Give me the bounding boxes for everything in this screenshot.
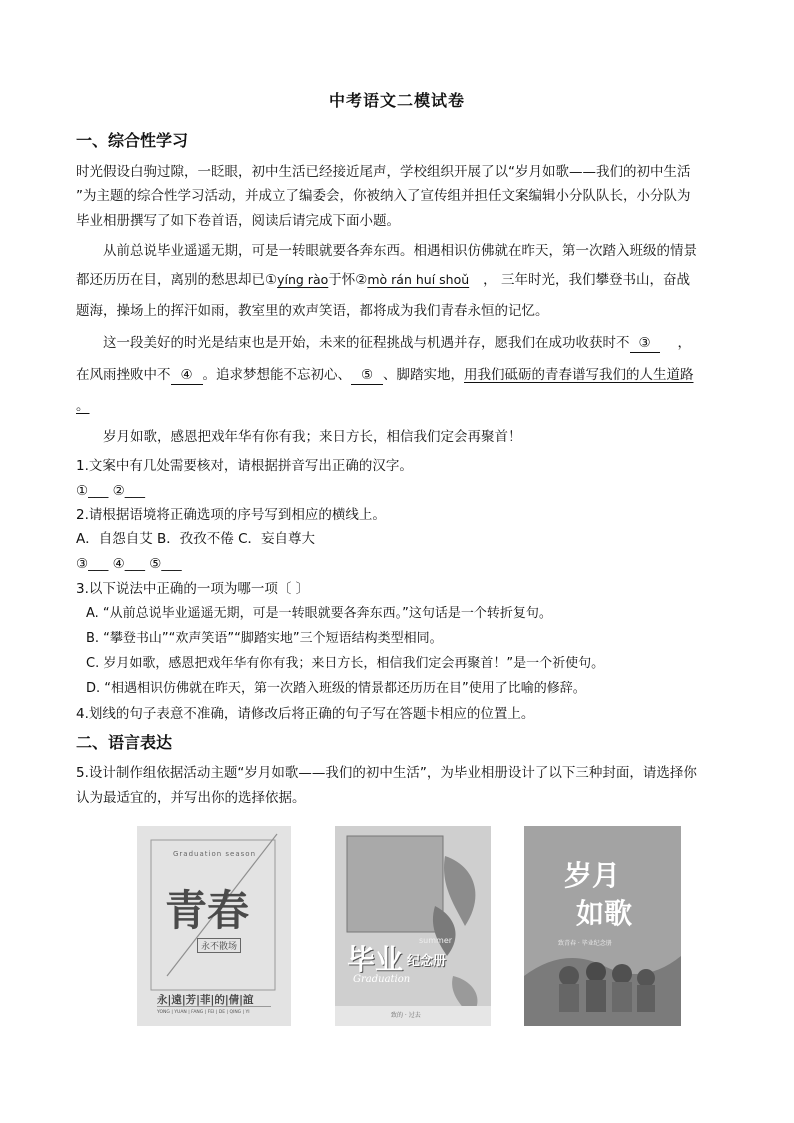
pinyin-1: yíng rào xyxy=(277,272,329,287)
question-3: 3.以下说法中正确的一项为哪一项〔 〕 xyxy=(76,581,310,597)
cover2-big-text: 毕业 xyxy=(347,943,404,976)
underlined-sentence: 用我们砥砺的青春谱写我们的人生道路 xyxy=(464,367,694,383)
question-3-option-b: B. “攀登书山”“欢声笑语”“脚踏实地”三个短语结构类型相同。 xyxy=(86,631,443,646)
cover2-small-text: 纪念册 xyxy=(407,954,447,969)
blank-2-marker: ② xyxy=(355,272,368,288)
cover-option-3 xyxy=(524,826,681,1026)
section1-heading: 一、综合性学习 xyxy=(76,131,189,150)
cover1-top-text: Graduation season xyxy=(173,850,257,858)
question-2-blanks: ③___ ④___ ⑤___ xyxy=(76,556,182,572)
p1-line-1: 从前总说毕业遥遥无期，可是一转眼就要各奔东西。相遇相识仿佛就在昨天，第一次踏入班级的情景 xyxy=(103,243,697,259)
blank-3: ③ xyxy=(630,334,660,353)
p2-text-a: 这一段美好的时光是结束也是开始，未来的征程挑战与机遇并存，愿我们在成功收获时不 xyxy=(103,335,630,351)
cover2-leaf-graphic xyxy=(335,826,491,1026)
intro-line-1: 时光假设白驹过隙，一眨眼，初中生活已经接近尾声，学校组织开展了以“岁月如歌——我们的初中生活 xyxy=(76,164,691,180)
cover-option-2 xyxy=(335,826,491,1026)
cover3-tagline: 致青春 · 毕业纪念册 xyxy=(558,940,612,947)
p3-line: 岁月如歌，感恩把戏年华有你有我；来日方长，相信我们定会再聚首！ xyxy=(103,429,522,445)
p2-line-3: 。 xyxy=(76,398,90,414)
question-3-option-c: C. 岁月如歌，感恩把戏年华有你有我；来日方长，相信我们定会再聚首！”是一个祈使句。 xyxy=(86,656,605,671)
cover-option-1 xyxy=(137,826,291,1026)
question-2: 2.请根据语境将正确选项的序号写到相应的横线上。 xyxy=(76,507,386,523)
p1-text-d: 于怀 xyxy=(328,272,356,288)
p2-text-a2: 在风雨挫败中不 xyxy=(76,367,171,383)
blank-1-marker: ① xyxy=(265,272,278,288)
cover2-grad-text: Graduation xyxy=(353,974,411,985)
p2-text-c: ， xyxy=(677,335,691,351)
question-2-options: A．自怨自艾 B．孜孜不倦 C．妄自尊大 xyxy=(76,531,316,547)
p1-line-2 xyxy=(76,271,690,289)
p1-text-g: ， 三年时光，我们攀登书山，奋战 xyxy=(483,272,690,288)
cover2-summer-text: summer xyxy=(419,936,453,945)
question-1: 1.文案中有几处需要核对，请根据拼音写出正确的汉字。 xyxy=(76,458,413,474)
p2-text-c2: 。追求梦想能不忘初心、 xyxy=(202,367,351,383)
intro-line-3: 毕业相册撰写了如下卷首语，阅读后请完成下面小题。 xyxy=(76,213,400,229)
cover3-line1: 岁月 xyxy=(564,859,621,892)
cover2-footer-text: 致的 · 过去 xyxy=(391,1012,421,1019)
p2-line-2 xyxy=(76,366,694,385)
cover1-big-text: 青春 xyxy=(165,886,250,935)
p2-text-e2: 、脚踏实地， xyxy=(383,367,464,383)
cover3-line2: 如歌 xyxy=(576,897,633,930)
p1-text-a: 都还历历在目，离别的愁思却已 xyxy=(76,272,265,288)
question-5-line-2: 认为最适宜的，并写出你的选择依据。 xyxy=(76,790,306,806)
question-4: 4.划线的句子表意不准确，请修改后将正确的句子写在答题卡相应的位置上。 xyxy=(76,706,535,722)
p1-line-3: 题海，操场上的挥汗如雨，教室里的欢声笑语，都将成为我们青春永恒的记忆。 xyxy=(76,303,549,319)
pinyin-2: mò rán huí shoǔ xyxy=(367,272,470,287)
question-5-line-1: 5.设计制作组依据活动主题“岁月如歌——我们的初中生活”，为毕业相册设计了以下三种封面，请选择你 xyxy=(76,765,697,781)
question-3-option-a: A. “从前总说毕业遥遥无期，可是一转眼就要各奔东西。”这句话是一个转折复句。 xyxy=(86,606,552,621)
question-1-blanks: ①___ ②___ xyxy=(76,483,145,499)
cover1-stamp: 永不散场 xyxy=(197,938,241,953)
intro-line-2: ”为主题的综合性学习活动，并成立了编委会，你被纳入了宣传组并担任文案编辑小分队队长，小分队为 xyxy=(76,188,691,204)
cover1-pinyin-text: YONG | YUAN | FANG | FEI | DE | QING | YI xyxy=(157,1010,250,1015)
p2-line-1 xyxy=(103,334,691,353)
question-3-option-d: D. “相遇相识仿佛就在昨天，第一次踏入班级的情景都还历历在目”使用了比喻的修辞。 xyxy=(86,681,586,696)
page-title: 中考语文二模试卷 xyxy=(329,91,466,110)
blank-5: ⑤ xyxy=(351,366,383,385)
section2-heading: 二、语言表达 xyxy=(76,733,173,752)
blank-4: ④ xyxy=(171,366,203,385)
cover1-bottom-text: 永|遠|芳|菲|的|倩|誼 xyxy=(157,994,254,1006)
